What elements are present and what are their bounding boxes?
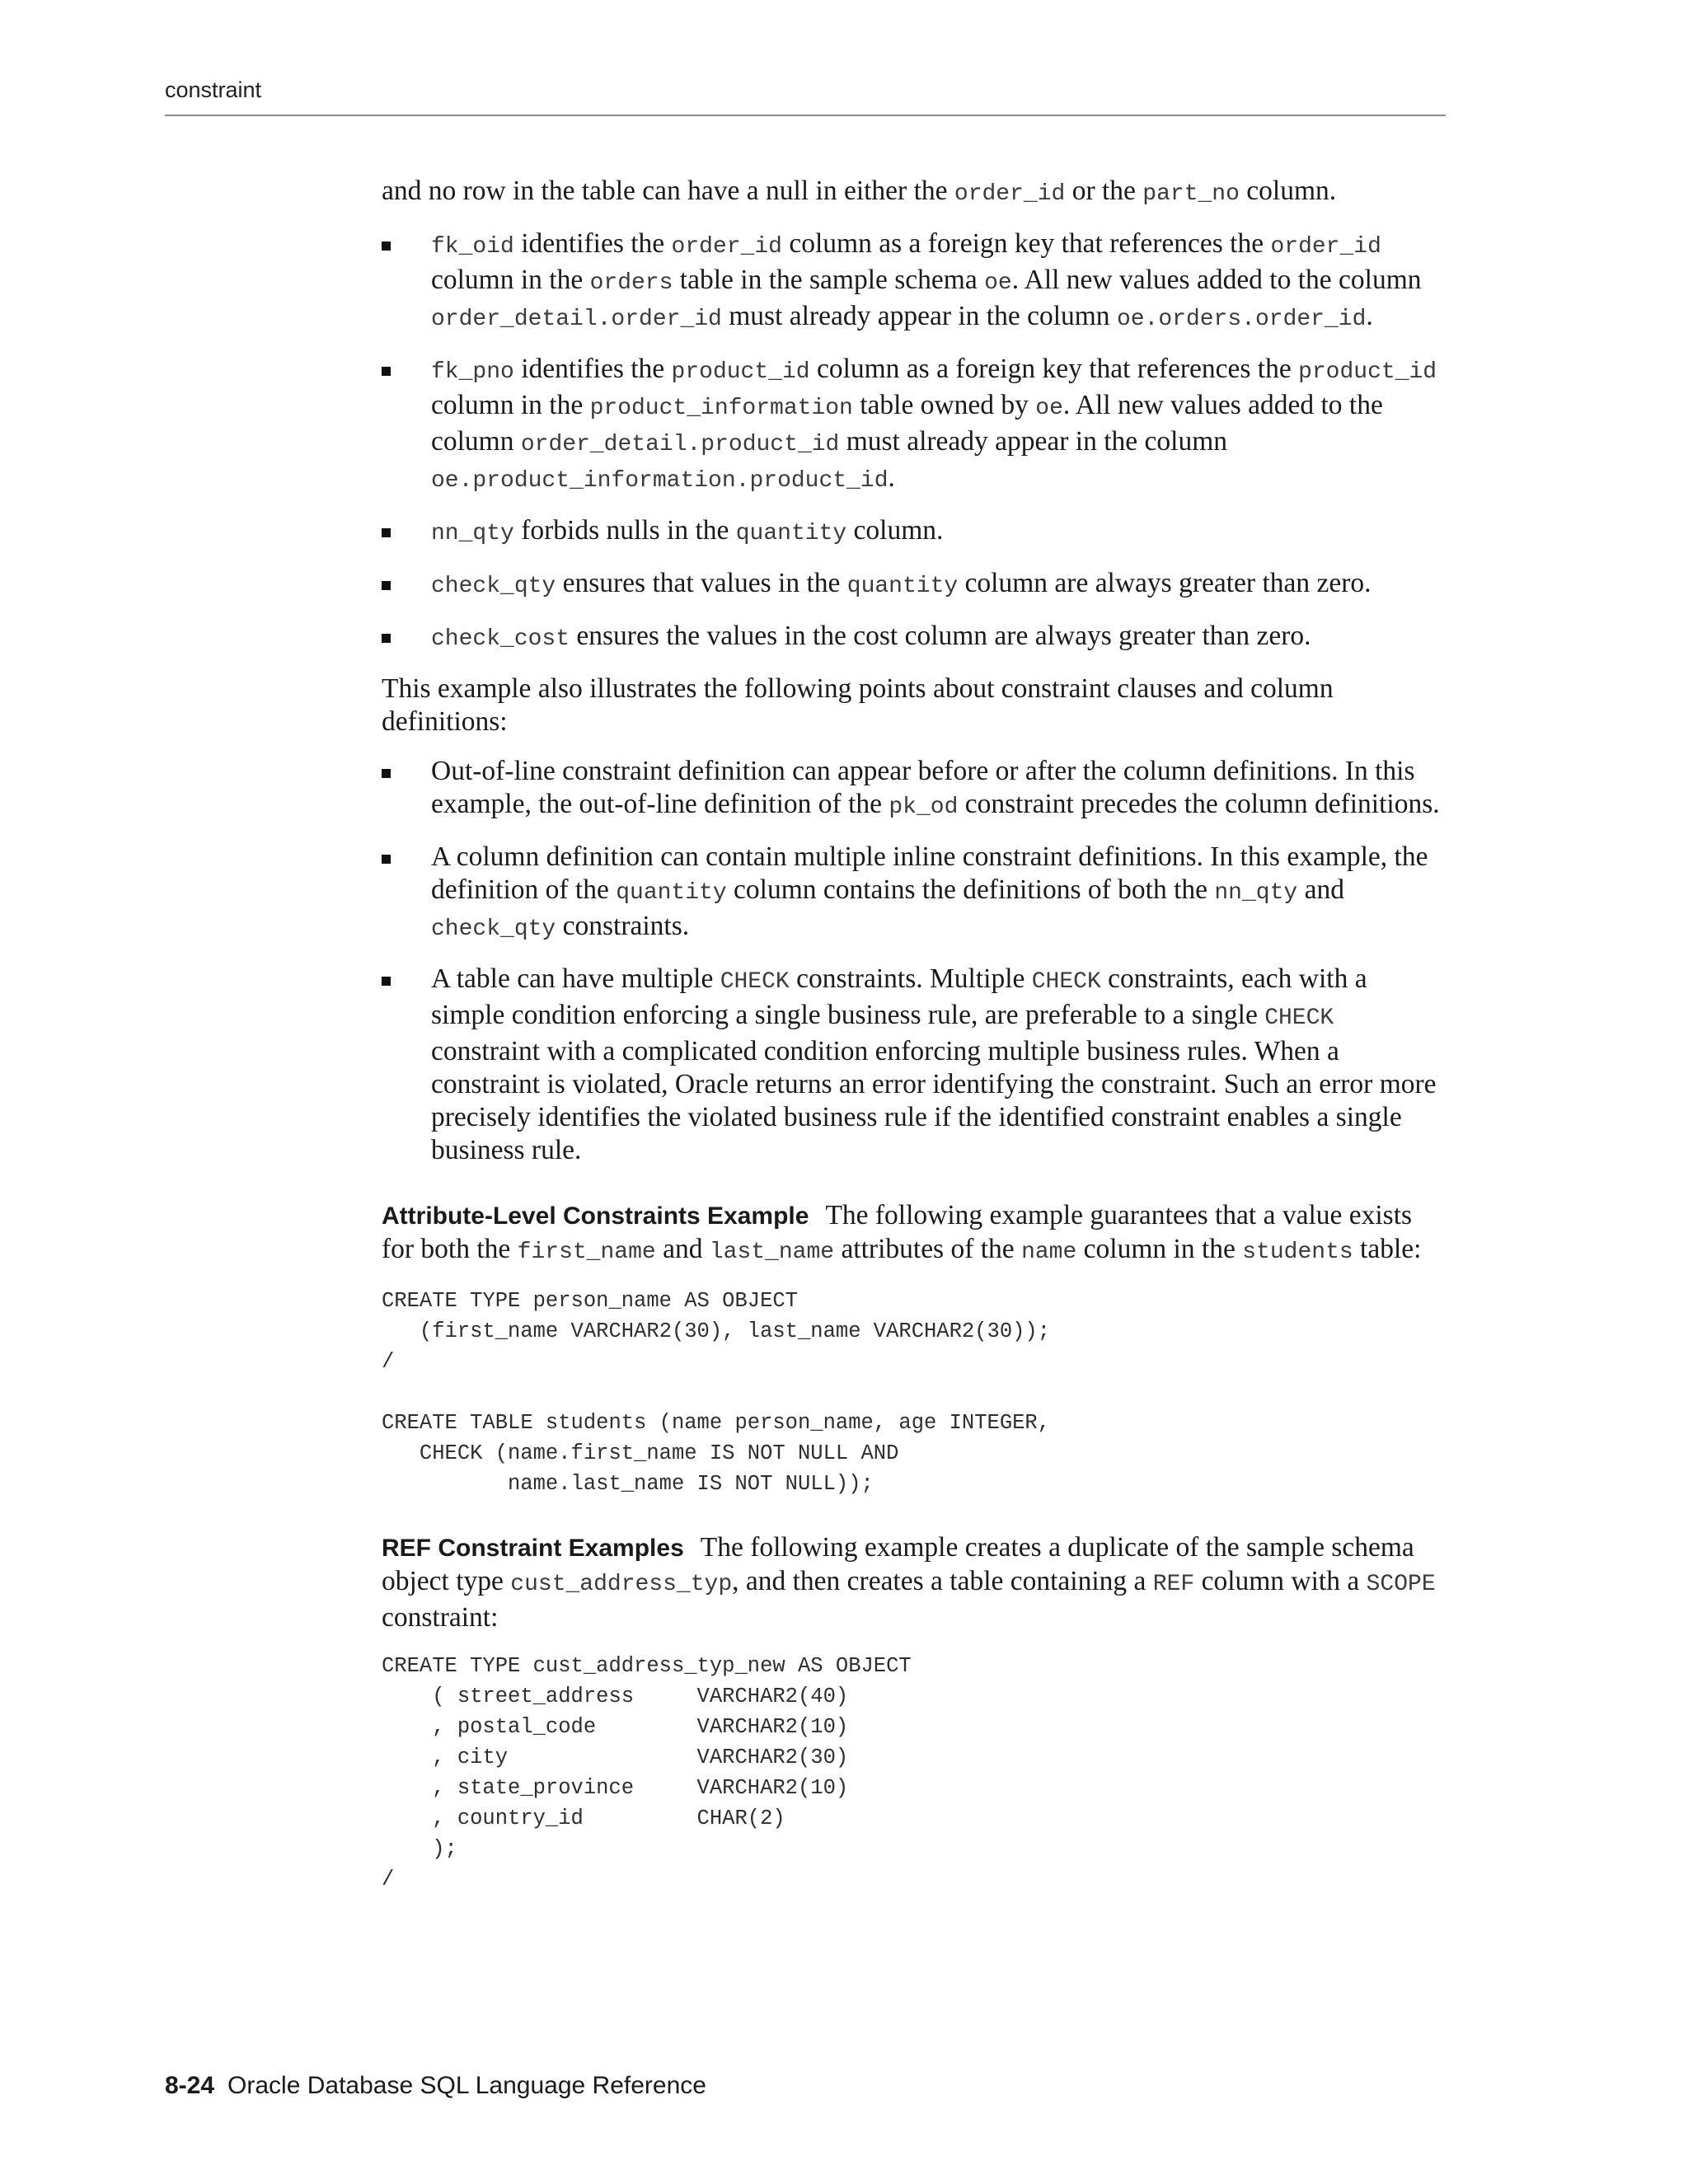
list-item-fk-pno [382, 353, 1445, 498]
text: A column definition can contain multiple inline constraint definitions. In this example, the definition of the [431, 841, 1428, 905]
code-term: check_qty [431, 916, 556, 942]
text: column in the [431, 390, 590, 420]
text: column with a [1194, 1566, 1367, 1596]
text: table owned by [852, 390, 1036, 420]
code-term: nn_qty [1214, 880, 1298, 906]
code-term: oe.product_information.product_id [431, 468, 889, 494]
code-term: check_cost [431, 626, 570, 652]
code-term: quantity [846, 574, 959, 599]
list-item-fk-oid [382, 227, 1445, 336]
code-block-attribute-example: CREATE TYPE person_name AS OBJECT (first_name VARCHAR2(30), last_name VARCHAR2(30)); / CREATE TABLE students (name person_name, age INTEGER, CHECK (name.first_name IS NOT NULL AND name.last_name IS NOT NULL)); [382, 1289, 1051, 1496]
text: forbids nulls in the [513, 515, 736, 546]
section-heading: Attribute-Level Constraints Example [382, 1202, 809, 1230]
code-term: students [1242, 1240, 1353, 1265]
code-term: order_id [671, 234, 782, 260]
constraint-bullet-list [382, 227, 1445, 656]
text: column. [846, 515, 944, 546]
text: ensures that values in the [556, 568, 847, 598]
header-rule [165, 115, 1446, 116]
text: . [1366, 301, 1373, 331]
text: must already appear in the column [721, 301, 1117, 331]
text: constraint with a complicated condition enforcing multiple business rules. When a constraint is violated, Oracle returns an error identifying the constraint. Such an error more precisely identifies the violated business rule if the identified constraint enables a single business rule. [431, 1036, 1437, 1165]
code-term: order_​id [1270, 234, 1381, 260]
code-term: SCOPE [1366, 1572, 1436, 1597]
code-term: quantity [616, 880, 727, 906]
text: , and then creates a table containing a [732, 1566, 1153, 1596]
text: constraints. Multiple [789, 963, 1032, 994]
code-term: product_information [589, 396, 853, 421]
book-title: Oracle Database SQL Language Reference [227, 2072, 706, 2099]
list-item-check-qty [382, 567, 1445, 603]
intro-paragraph [382, 175, 1445, 211]
text: table in the sample schema [673, 265, 985, 295]
text: column in the [1076, 1234, 1243, 1264]
text: or the [1065, 176, 1143, 206]
text: column are always greater than zero. [958, 568, 1372, 598]
code-term: oe.orders.order_id [1116, 307, 1367, 332]
points-intro-paragraph: This example also illustrates the following points about constraint clauses and column definitions: [382, 673, 1334, 737]
text: constraints. [556, 911, 690, 941]
text: ensures the values in the cost column are always greater than zero. [570, 621, 1311, 651]
code-term: oe [1035, 396, 1063, 421]
ref-constraint-example-paragraph [382, 1531, 1445, 1634]
text: and [655, 1234, 710, 1264]
text: Out-of-line constraint definition can appear before or after the column definitions. In this example, the out-of-line definition of the [431, 756, 1415, 819]
attribute-level-example-paragraph [382, 1199, 1445, 1269]
code-term: name [1021, 1240, 1077, 1265]
code-term: oe [984, 270, 1012, 296]
code-term: CHECK [1031, 969, 1101, 995]
text: column. [1239, 176, 1337, 206]
text: column contains the definitions of both the [726, 874, 1215, 905]
text: column in the [431, 265, 590, 295]
text: . All new values added to the column [1011, 265, 1422, 295]
text: . All new values added to the column [431, 390, 1383, 457]
text: identifies the [513, 228, 672, 259]
text: must already appear in the column [839, 426, 1228, 457]
text: constraints, each with a simple condition enforcing a single business rule, are preferable to a single [431, 963, 1367, 1030]
list-item-inline-multiple [382, 841, 1445, 946]
code-term: CHECK [1264, 1005, 1334, 1031]
text: The following example creates a duplicate of the sample schema object type [382, 1532, 1414, 1596]
code-term: cust_address_typ [510, 1572, 733, 1597]
list-item-nn-qty [382, 514, 1445, 551]
text: attributes of the [834, 1234, 1022, 1264]
code-term: quantity [735, 521, 847, 546]
text: table: [1353, 1234, 1422, 1264]
text: column as a foreign key that references the [809, 354, 1299, 384]
text: constraint precedes the column definitions. [958, 789, 1440, 819]
text: A table can have multiple [431, 963, 720, 994]
code-term: nn_qty [431, 521, 514, 546]
list-item-multiple-check [382, 963, 1445, 1167]
section-heading: REF Constraint Examples [382, 1535, 684, 1562]
text: and no row in the table can have a null in either the [382, 176, 954, 206]
code-term: check_qty [431, 574, 556, 599]
code-term: fk_pno [431, 359, 514, 385]
text: constraint: [382, 1602, 499, 1633]
text: column as a foreign key that references the [781, 228, 1271, 259]
points-bullet-list [382, 755, 1445, 1167]
list-item-check-cost [382, 620, 1445, 656]
code-term: order_id [954, 181, 1066, 207]
code-term: REF [1152, 1572, 1195, 1597]
page-footer [165, 2072, 706, 2100]
code-term: part_no [1142, 181, 1240, 207]
code-term: product_id [671, 359, 810, 385]
code-term: last_name [709, 1240, 835, 1265]
code-term: product_id [1298, 359, 1437, 385]
code-block-ref-example: CREATE TYPE cust_address_typ_new AS OBJECT ( street_address VARCHAR2(40) , postal_code VARCHAR2(10) , city VARCHAR2(30) , state_province VARCHAR2(10) , country_id CHAR(2) ); / [382, 1654, 912, 1891]
text: The following example guarantees that a value exists for both the [382, 1200, 1413, 1264]
page-body [382, 175, 1445, 1895]
code-term: fk_oid [431, 234, 514, 260]
list-item-out-of-line [382, 755, 1445, 824]
page-number: 8-24 [165, 2072, 215, 2099]
code-term: order_detail.product_id [520, 432, 840, 457]
code-term: order_detail.order_id [431, 307, 722, 332]
text: . [888, 462, 895, 493]
text: and [1297, 874, 1344, 905]
running-header: constraint [165, 77, 262, 102]
text: identifies the [513, 354, 672, 384]
code-term: CHECK [720, 969, 790, 995]
code-term: pk_od [889, 794, 959, 820]
code-term: first_name [517, 1240, 656, 1265]
code-term: orders [589, 270, 673, 296]
